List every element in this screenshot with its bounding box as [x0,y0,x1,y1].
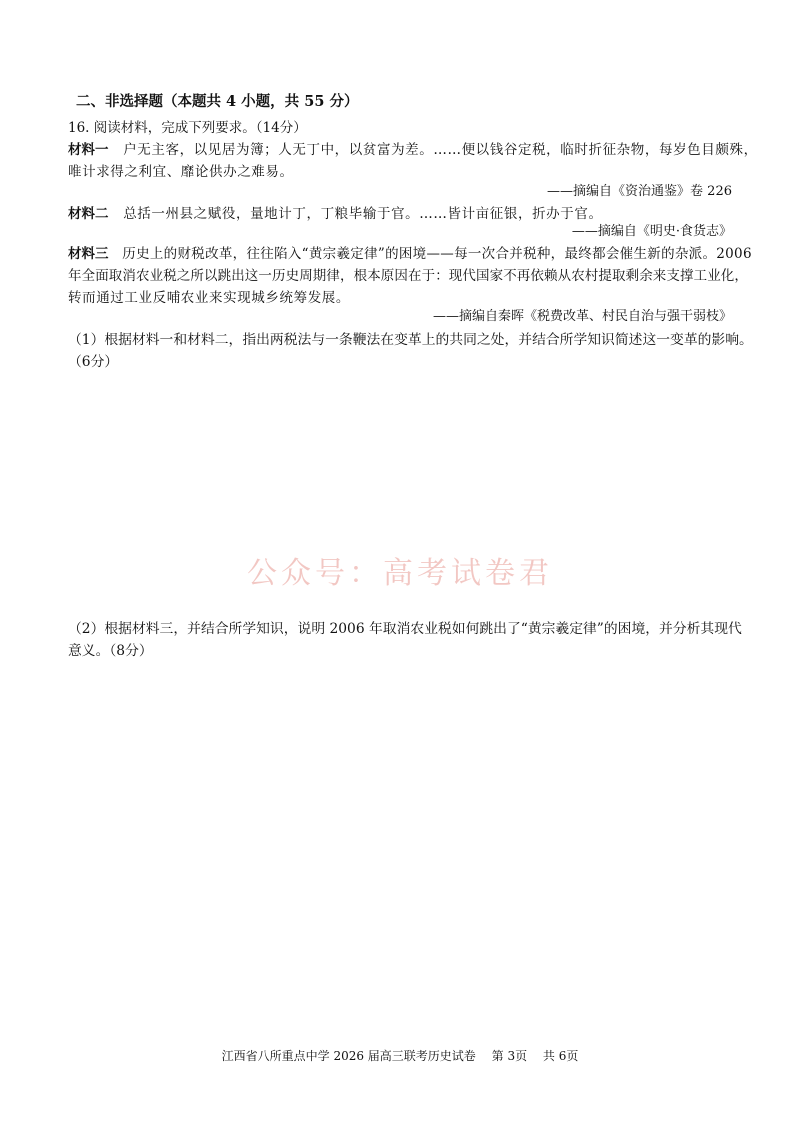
material-3-text-3: 转而通过工业反哺农业来实现城乡统筹发展。 [68,290,350,306]
watermark: 公众号：高考试卷君 [247,556,553,591]
material-3-text-1: 历史上的财税改革，往往陷入“黄宗羲定律”的困境——每一次合并税种，最终都会催生新的杂派。2006 [122,246,752,262]
page-footer [0,1047,800,1064]
material-1-label: 材料一 [68,142,109,158]
sub-question-1-line-2: （6分） [68,354,119,370]
footer-exam-title: 江西省八所重点中学 2026 届高三联考历史试卷 [221,1049,476,1063]
sub-question-2-line-2: 意义。（8分） [68,643,153,659]
footer-page-number: 第 3页 [491,1049,528,1063]
material-3-label: 材料三 [68,246,109,262]
footer-total-pages: 共 6页 [542,1049,579,1063]
material-1-source: ——摘编自《资治通鉴》卷 226 [547,184,732,199]
material-3-source: ——摘编自秦晖《税费改革、村民自治与强干弱枝》 [432,309,732,324]
material-1-line-1 [68,138,758,158]
material-1-text-2: 唯计求得之利宜、靡论供办之难易。 [68,164,294,180]
material-2-source: ——摘编自《明史·食货志》 [571,224,732,239]
sub-question-2-line-1: （2）根据材料三，并结合所学知识，说明 2006 年取消农业税如何跳出了“黄宗羲定律”的困境，并分析其现代 [68,621,742,637]
material-3-line-1 [68,242,752,262]
material-2-label: 材料二 [68,206,109,222]
section-title: 二、非选择题（本题共 4 小题，共 55 分） [76,93,359,110]
material-3-text-2: 年全面取消农业税之所以跳出这一历史周期律，根本原因在于：现代国家不再依赖从农村提取剩余来支撑工业化， [68,268,748,284]
material-2-line-1 [68,202,603,222]
sub-question-1-line-1: （1）根据材料一和材料二，指出两税法与一条鞭法在变革上的共同之处，并结合所学知识简述这一变革的影响。 [68,332,753,348]
material-2-text-1: 总括一州县之赋役，量地计丁，丁粮毕输于官。……皆计亩征银，折办于官。 [123,206,603,222]
question-16-stem: 16. 阅读材料，完成下列要求。（14分） [68,120,307,136]
material-1-text-1: 户无主客，以见居为簿；人无丁中，以贫富为差。……便以钱谷定税，临时折征杂物，每岁色目颇殊， [123,142,758,158]
